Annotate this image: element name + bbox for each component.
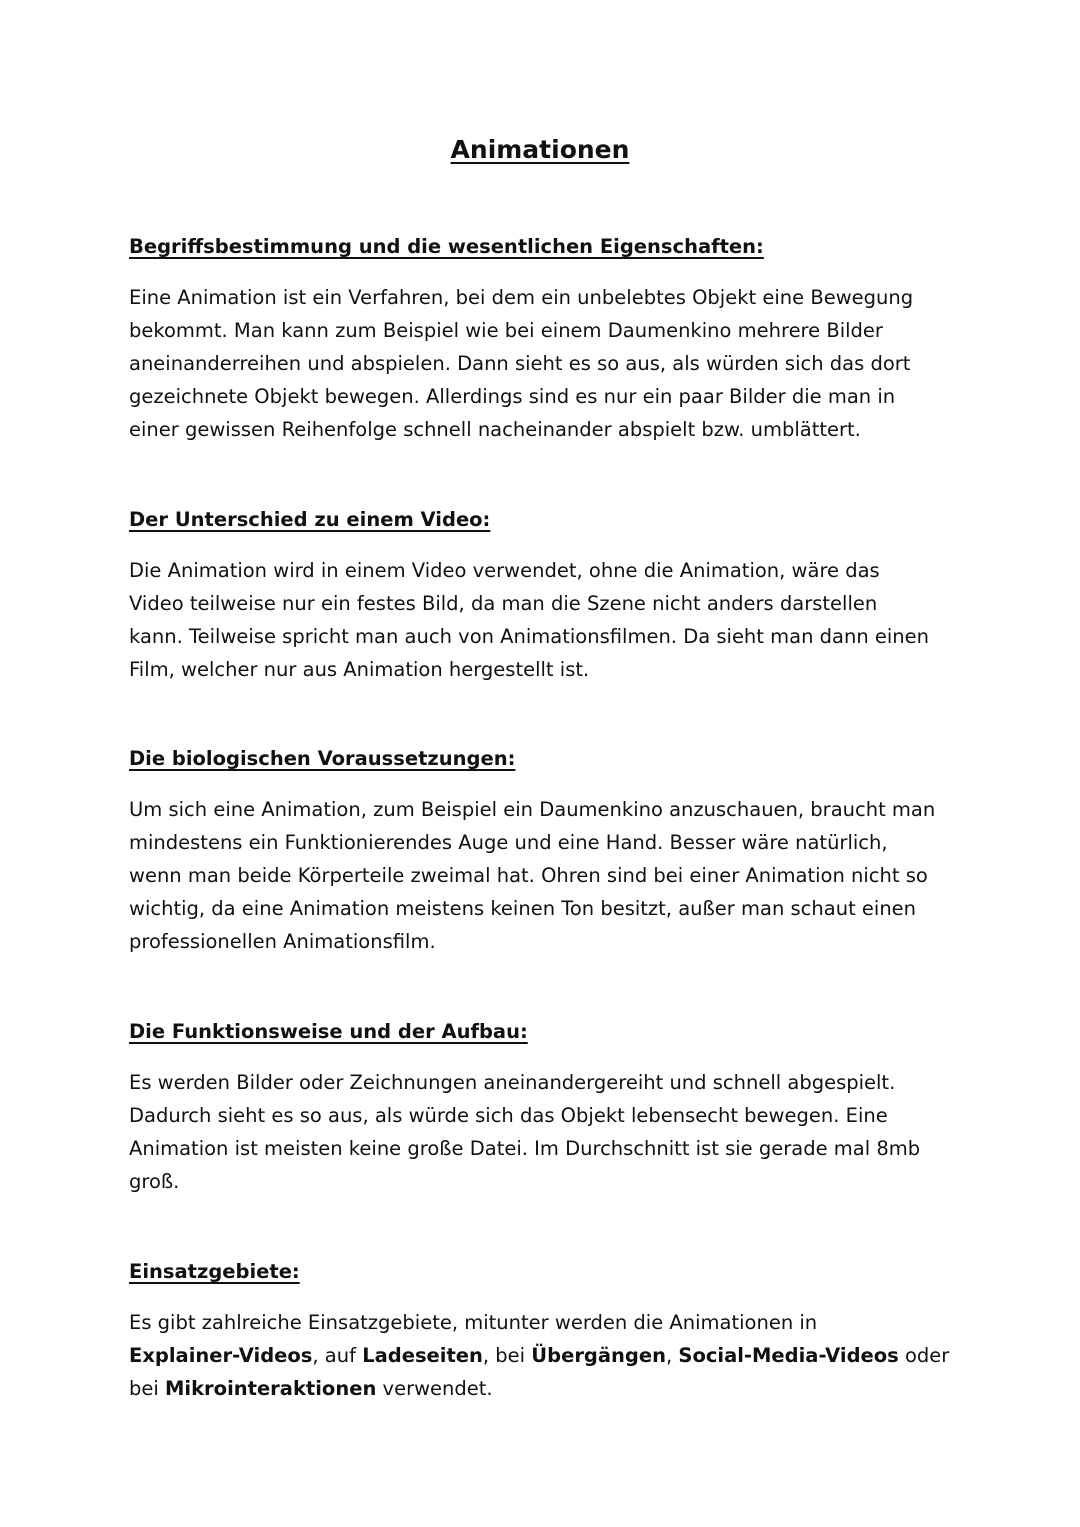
section-heading: Begriffsbestimmung und die wesentlichen Eigenschaften: <box>129 235 764 258</box>
paragraph-text: bei <box>129 1377 165 1400</box>
term-uebergaenge: Übergängen <box>531 1344 666 1367</box>
term-explainer-videos: Explainer-Videos <box>129 1344 313 1367</box>
section-biological-requirements <box>129 746 959 958</box>
paragraph-line: mindestens ein Funktionierendes Auge und eine Hand. Besser wäre natürlich, <box>129 831 888 854</box>
paragraph-line: groß. <box>129 1170 180 1193</box>
section-heading: Die Funktionsweise und der Aufbau: <box>129 1020 528 1043</box>
paragraph-line: kann. Teilweise spricht man auch von Animationsfilmen. Da sieht man dann einen <box>129 625 930 648</box>
section-definition <box>129 234 959 446</box>
paragraph-line: Dadurch sieht es so aus, als würde sich das Objekt lebensecht bewegen. Eine <box>129 1104 888 1127</box>
paragraph-text: , <box>666 1344 679 1367</box>
paragraph-line <box>129 1339 959 1372</box>
paragraph-line: Video teilweise nur ein festes Bild, da man die Szene nicht anders darstellen <box>129 592 878 615</box>
paragraph-line: einer gewissen Reihenfolge schnell nacheinander abspielt bzw. umblättert. <box>129 418 861 441</box>
section-function-structure <box>129 1019 959 1198</box>
paragraph-line: Film, welcher nur aus Animation hergestellt ist. <box>129 658 590 681</box>
paragraph-line: gezeichnete Objekt bewegen. Allerdings sind es nur ein paar Bilder die man in <box>129 385 896 408</box>
paragraph-text: , bei <box>482 1344 532 1367</box>
paragraph-line: aneinanderreihen und abspielen. Dann sieht es so aus, als würden sich das dort <box>129 352 911 375</box>
page-title-text: Animationen <box>450 135 630 164</box>
paragraph-line: bekommt. Man kann zum Beispiel wie bei einem Daumenkino mehrere Bilder <box>129 319 883 342</box>
section-video-difference <box>129 507 959 686</box>
section-paragraph <box>129 281 959 446</box>
page-title <box>0 133 1080 167</box>
section-heading: Einsatzgebiete: <box>129 1260 300 1283</box>
term-ladeseiten: Ladeseiten <box>362 1344 483 1367</box>
section-paragraph <box>129 1306 959 1405</box>
section-use-cases <box>129 1259 959 1405</box>
section-paragraph <box>129 1066 959 1198</box>
term-mikrointeraktionen: Mikrointeraktionen <box>165 1377 377 1400</box>
term-social-media-videos: Social-Media-Videos <box>678 1344 899 1367</box>
paragraph-line: Es gibt zahlreiche Einsatzgebiete, mitunter werden die Animationen in <box>129 1311 818 1334</box>
paragraph-line: Um sich eine Animation, zum Beispiel ein Daumenkino anzuschauen, braucht man <box>129 798 936 821</box>
paragraph-text: verwendet. <box>376 1377 493 1400</box>
paragraph-line: Die Animation wird in einem Video verwendet, ohne die Animation, wäre das <box>129 559 880 582</box>
paragraph-line: Eine Animation ist ein Verfahren, bei dem ein unbelebtes Objekt eine Bewegung <box>129 286 914 309</box>
paragraph-text: , auf <box>312 1344 363 1367</box>
section-paragraph <box>129 554 959 686</box>
paragraph-line: wichtig, da eine Animation meistens keinen Ton besitzt, außer man schaut einen <box>129 897 917 920</box>
section-heading: Die biologischen Voraussetzungen: <box>129 747 516 770</box>
paragraph-line: Es werden Bilder oder Zeichnungen aneinandergereiht und schnell abgespielt. <box>129 1071 896 1094</box>
paragraph-text: oder <box>898 1344 950 1367</box>
section-heading: Der Unterschied zu einem Video: <box>129 508 491 531</box>
paragraph-line: wenn man beide Körperteile zweimal hat. Ohren sind bei einer Animation nicht so <box>129 864 928 887</box>
paragraph-line: professionellen Animationsfilm. <box>129 930 436 953</box>
paragraph-line: Animation ist meisten keine große Datei. Im Durchschnitt ist sie gerade mal 8mb <box>129 1137 921 1160</box>
paragraph-line <box>129 1372 959 1405</box>
section-paragraph <box>129 793 959 958</box>
